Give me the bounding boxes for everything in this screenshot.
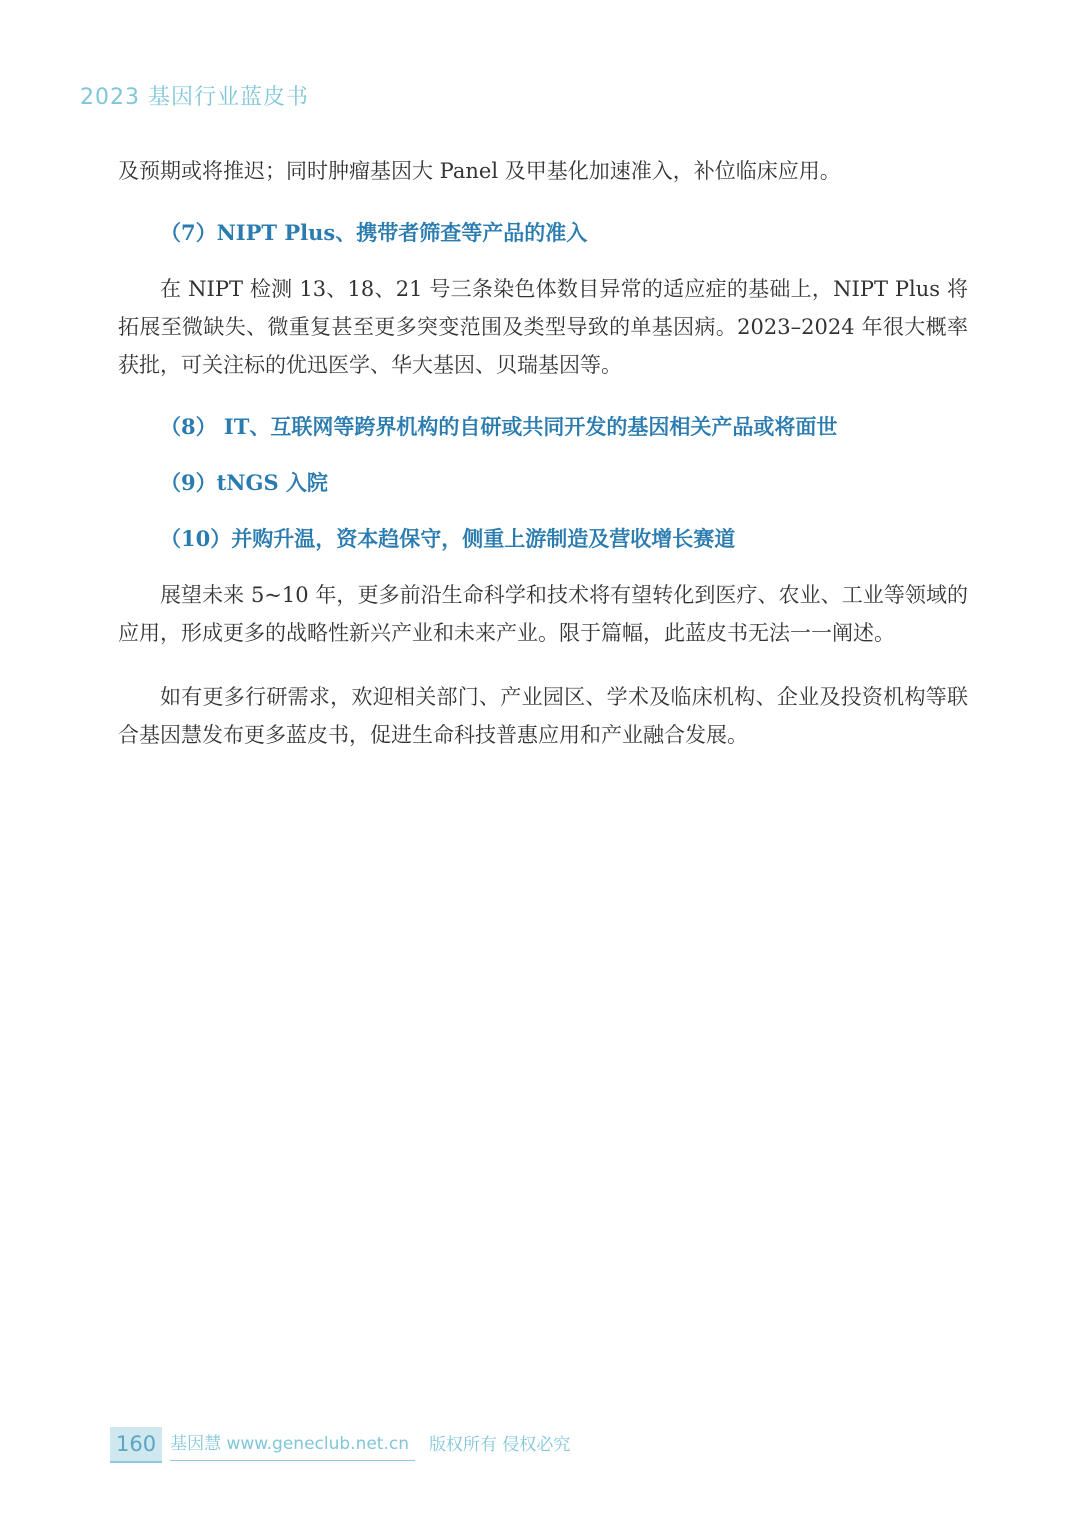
subheading-9: （9）tNGS 入院 bbox=[160, 470, 328, 495]
paragraph-contact: 如有更多行研需求，欢迎相关部门、产业园区、学术及临床机构、企业及投资机构等联合基因慧发布更多蓝皮书，促进生命科技普惠应用和产业融合发展。 bbox=[118, 685, 968, 747]
subheading-7: （7）NIPT Plus、携带者筛查等产品的准入 bbox=[160, 220, 588, 245]
footer-copyright: 版权所有 侵权必究 bbox=[429, 1435, 571, 1455]
subheading-10: （10）并购升温，资本趋保守，侧重上游制造及营收增长赛道 bbox=[160, 526, 736, 551]
paragraph-continuation: 及预期或将推迟；同时肿瘤基因大 Panel 及甲基化加速准入，补位临床应用。 bbox=[118, 159, 841, 183]
running-header-title: 2023 基因行业蓝皮书 bbox=[80, 85, 309, 110]
subheading-8: （8） IT、互联网等跨界机构的自研或共同开发的基因相关产品或将面世 bbox=[160, 414, 838, 439]
paragraph-outlook: 展望未来 5~10 年，更多前沿生命科学和技术将有望转化到医疗、农业、工业等领域的应用，形成更多的战略性新兴产业和未来产业。限于篇幅，此蓝皮书无法一一阐述。 bbox=[118, 583, 968, 645]
paragraph-nipt-plus: 在 NIPT 检测 13、18、21 号三条染色体数目异常的适应症的基础上，NIPT Plus 将拓展至微缺失、微重复甚至更多突变范围及类型导致的单基因病。2023–2024 年很大概率获批，可关注标的优迅医学、华大基因、贝瑞基因等。 bbox=[118, 277, 968, 377]
page-content bbox=[118, 152, 968, 754]
page-footer bbox=[110, 1428, 570, 1462]
footer-site: 基因慧 www.geneclub.net.cn bbox=[170, 1430, 415, 1461]
page-number: 160 bbox=[110, 1427, 162, 1463]
